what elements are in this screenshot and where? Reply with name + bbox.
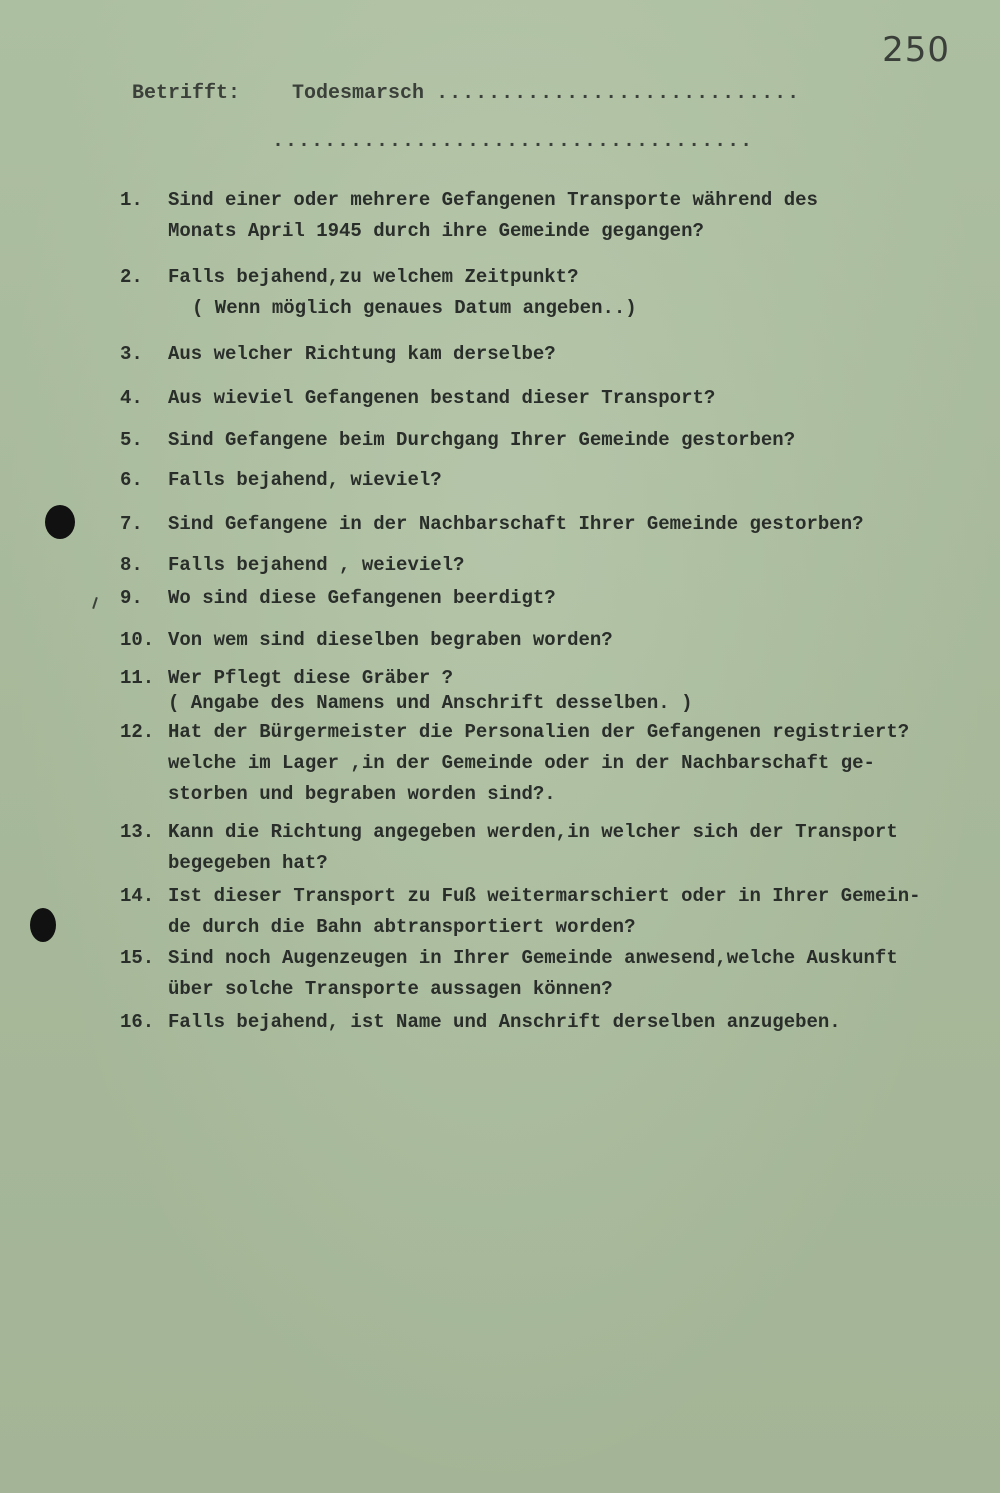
- question-number: 7.: [120, 513, 143, 535]
- question-text: [168, 717, 980, 810]
- question-line: über solche Transporte aussagen können?: [168, 978, 613, 1000]
- question-line: Wo sind diese Gefangenen beerdigt?: [168, 587, 556, 609]
- question-line: Sind Gefangene beim Durchgang Ihrer Gemeinde gestorben?: [168, 429, 796, 451]
- question-number: 14.: [120, 885, 155, 907]
- subject-value: Todesmarsch: [292, 82, 425, 105]
- question-number: 4.: [120, 387, 143, 409]
- question-number: 3.: [120, 343, 143, 365]
- question-line: Falls bejahend , weieviel?: [168, 554, 465, 576]
- subject-label: Betrifft:: [132, 82, 241, 105]
- question-text: [168, 1007, 980, 1038]
- question-line: ( Wenn möglich genaues Datum angeben..): [192, 297, 637, 319]
- question-text: [168, 663, 980, 719]
- question-number: 13.: [120, 821, 155, 843]
- subject-dotted-line: [272, 130, 937, 153]
- question-line: storben und begraben worden sind?.: [168, 783, 556, 805]
- punch-hole: [45, 505, 75, 539]
- question-number: 11.: [120, 667, 155, 689]
- question-line: Falls bejahend, ist Name und Anschrift derselben anzugeben.: [168, 1011, 841, 1033]
- question-line: welche im Lager ,in der Gemeinde oder in der Nachbarschaft ge-: [168, 752, 875, 774]
- question-number: 2.: [120, 266, 143, 288]
- question-line: Monats April 1945 durch ihre Gemeinde gegangen?: [168, 220, 704, 242]
- question-number: 16.: [120, 1011, 155, 1033]
- subject-dots-continued: .....................................: [272, 130, 754, 153]
- question-number: 12.: [120, 721, 155, 743]
- question-line: Sind noch Augenzeugen in Ihrer Gemeinde anwesend,welche Auskunft: [168, 947, 898, 969]
- page-number: 250: [882, 30, 950, 70]
- question-text: [168, 943, 980, 1005]
- question-text: [168, 583, 980, 614]
- question-number: 5.: [120, 429, 143, 451]
- question-line: Kann die Richtung angegeben werden,in welcher sich der Transport: [168, 821, 898, 843]
- question-line: Sind Gefangene in der Nachbarschaft Ihrer Gemeinde gestorben?: [168, 513, 864, 535]
- question-text: [168, 817, 980, 879]
- question-text: [168, 550, 980, 581]
- question-line: Aus welcher Richtung kam derselbe?: [168, 343, 556, 365]
- question-line: Von wem sind dieselben begraben worden?: [168, 629, 613, 651]
- question-text: [168, 339, 980, 370]
- question-line: ( Angabe des Namens und Anschrift desselben. ): [168, 692, 693, 714]
- question-text: [168, 881, 980, 943]
- question-line: Falls bejahend,zu welchem Zeitpunkt?: [168, 266, 579, 288]
- question-line: de durch die Bahn abtransportiert worden?: [168, 916, 636, 938]
- question-line: Ist dieser Transport zu Fuß weitermarschiert oder in Ihrer Gemein-: [168, 885, 921, 907]
- subject-dots: ............................: [436, 82, 801, 105]
- question-text: [168, 465, 980, 496]
- question-number: 6.: [120, 469, 143, 491]
- question-text: [168, 383, 980, 414]
- question-number: 9.: [120, 587, 143, 609]
- question-line: begegeben hat?: [168, 852, 328, 874]
- question-number: 15.: [120, 947, 155, 969]
- question-line: Sind einer oder mehrere Gefangenen Transporte während des: [168, 189, 818, 211]
- question-text: [168, 262, 980, 324]
- question-text: [168, 425, 980, 456]
- question-number: 10.: [120, 629, 155, 651]
- question-line: Wer Pflegt diese Gräber ?: [168, 667, 454, 689]
- question-line: Falls bejahend, wieviel?: [168, 469, 442, 491]
- subject-line: [132, 82, 942, 105]
- question-line: Hat der Bürgermeister die Personalien der Gefangenen registriert?: [168, 721, 910, 743]
- punch-hole: [30, 908, 56, 942]
- question-line: Aus wieviel Gefangenen bestand dieser Transport?: [168, 387, 716, 409]
- question-text: [168, 625, 980, 656]
- question-text: [168, 509, 980, 540]
- question-text: [168, 185, 980, 247]
- question-number: 1.: [120, 189, 143, 211]
- question-number: 8.: [120, 554, 143, 576]
- pen-mark: [92, 597, 98, 609]
